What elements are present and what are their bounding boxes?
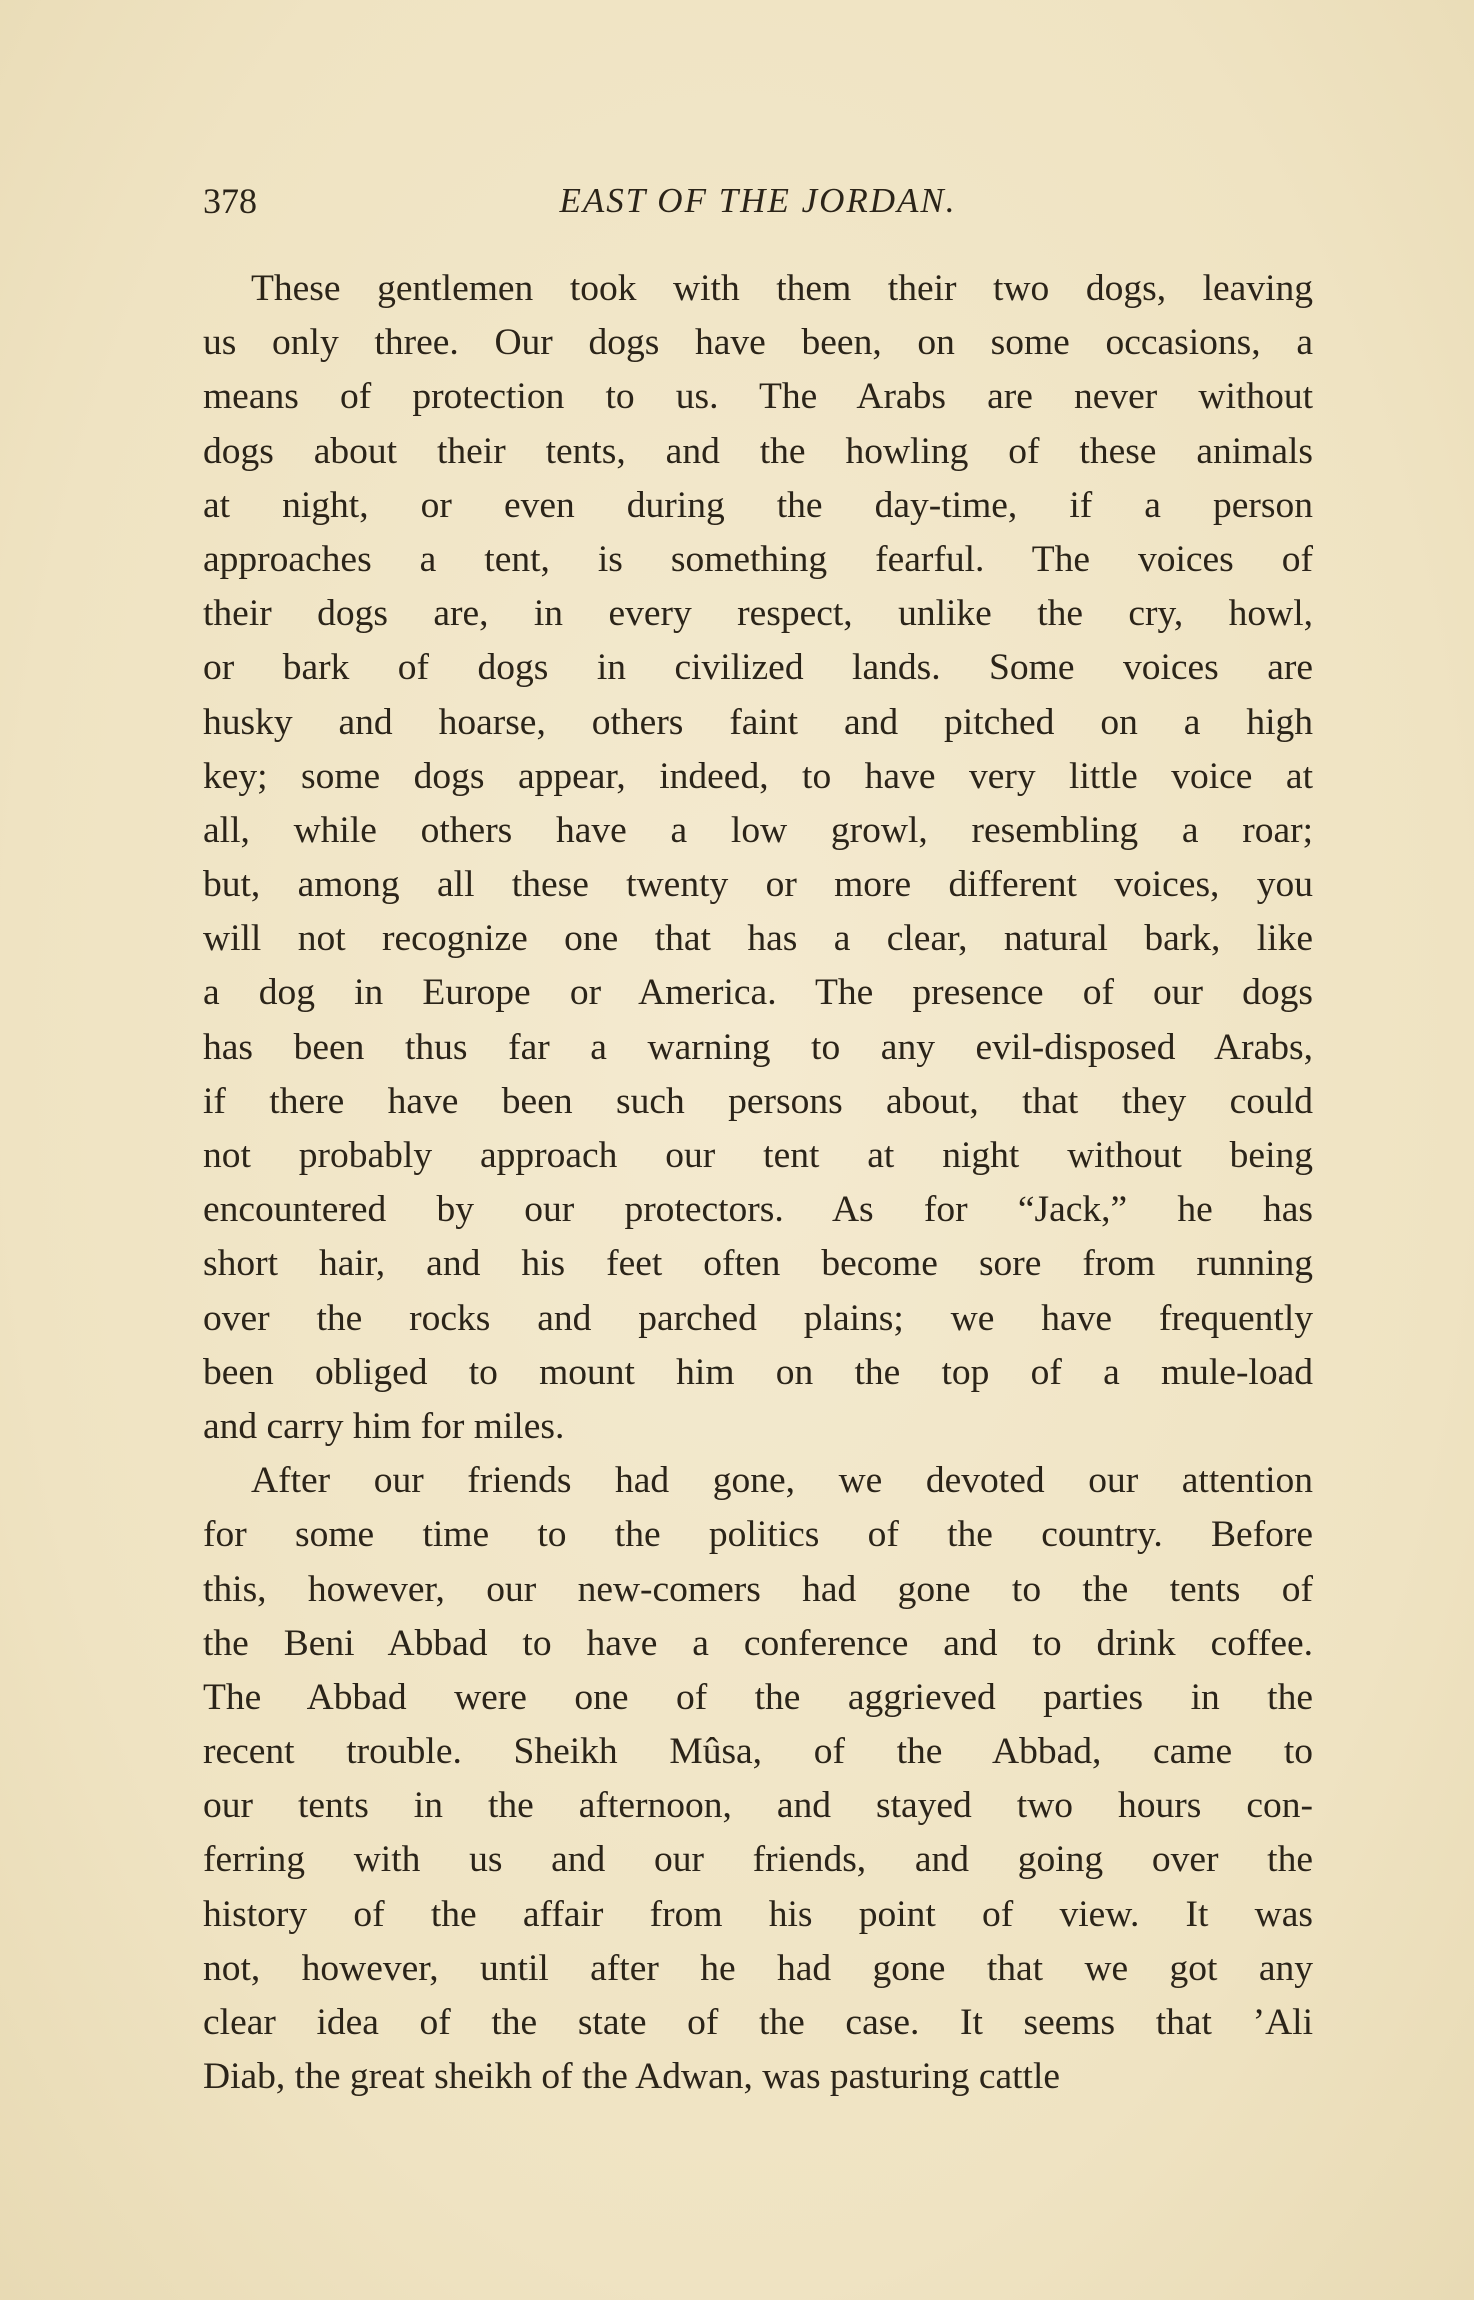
text-line: has been thus far a warning to any evil-disposed Arabs, (203, 1026, 1313, 1068)
text-line: but, among all these twenty or more different voices, you (203, 864, 1313, 906)
text-line: at night, or even during the day-time, if a person (203, 484, 1313, 526)
text-line: encountered by our protectors. As for “Jack,” he has (203, 1189, 1313, 1231)
text-line: dogs about their tents, and the howling of these animals (203, 430, 1313, 472)
text-line: if there have been such persons about, that they could (203, 1080, 1313, 1122)
text-line: not, however, until after he had gone that we got any (203, 1947, 1313, 1989)
body-text (203, 262, 1313, 2104)
text-line: means of protection to us. The Arabs are never without (203, 376, 1313, 418)
text-line: been obliged to mount him on the top of a mule-load (203, 1351, 1313, 1393)
text-line: key; some dogs appear, indeed, to have very little voice at (203, 755, 1313, 797)
paragraph (203, 262, 1313, 1454)
page-header (203, 176, 1313, 226)
text-line: us only three. Our dogs have been, on some occasions, a (203, 322, 1313, 364)
text-line: the Beni Abbad to have a conference and to drink coffee. (203, 1622, 1313, 1664)
paragraph (203, 1454, 1313, 2104)
text-line: not probably approach our tent at night without being (203, 1135, 1313, 1176)
text-line: These gentlemen took with them their two dogs, leaving (251, 268, 1313, 309)
text-line: will not recognize one that has a clear, natural bark, like (203, 918, 1313, 960)
page-number: 378 (203, 181, 257, 221)
text-line: and carry him for miles. (203, 1405, 565, 1447)
text-line: all, while others have a low growl, resembling a roar; (203, 809, 1313, 851)
text-line: or bark of dogs in civilized lands. Some voices are (203, 647, 1313, 689)
running-title: EAST OF THE JORDAN. (559, 181, 957, 220)
text-line: this, however, our new-comers had gone to the tents of (203, 1568, 1313, 1610)
text-line: The Abbad were one of the aggrieved parties in the (203, 1676, 1313, 1718)
text-line: short hair, and his feet often become sore from running (203, 1243, 1313, 1285)
text-line: recent trouble. Sheikh Mûsa, of the Abbad, came to (203, 1731, 1313, 1773)
paragraph-container (203, 262, 1313, 2104)
text-line: ferring with us and our friends, and going over the (203, 1839, 1313, 1881)
text-line: clear idea of the state of the case. It seems that ’Ali (203, 2002, 1313, 2043)
text-line: history of the affair from his point of view. It was (203, 1893, 1313, 1935)
text-line: their dogs are, in every respect, unlike the cry, howl, (203, 593, 1313, 635)
text-line: our tents in the afternoon, and stayed two hours con- (203, 1785, 1313, 1827)
text-line: After our friends had gone, we devoted our attention (251, 1460, 1313, 1502)
text-line: husky and hoarse, others faint and pitched on a high (203, 701, 1313, 743)
text-line: a dog in Europe or America. The presence of our dogs (203, 972, 1313, 1014)
text-line: approaches a tent, is something fearful. The voices of (203, 538, 1313, 580)
text-line: Diab, the great sheikh of the Adwan, was pasturing cattle (203, 2056, 1061, 2098)
text-line: for some time to the politics of the country. Before (203, 1514, 1313, 1556)
text-line: over the rocks and parched plains; we have frequently (203, 1297, 1313, 1339)
